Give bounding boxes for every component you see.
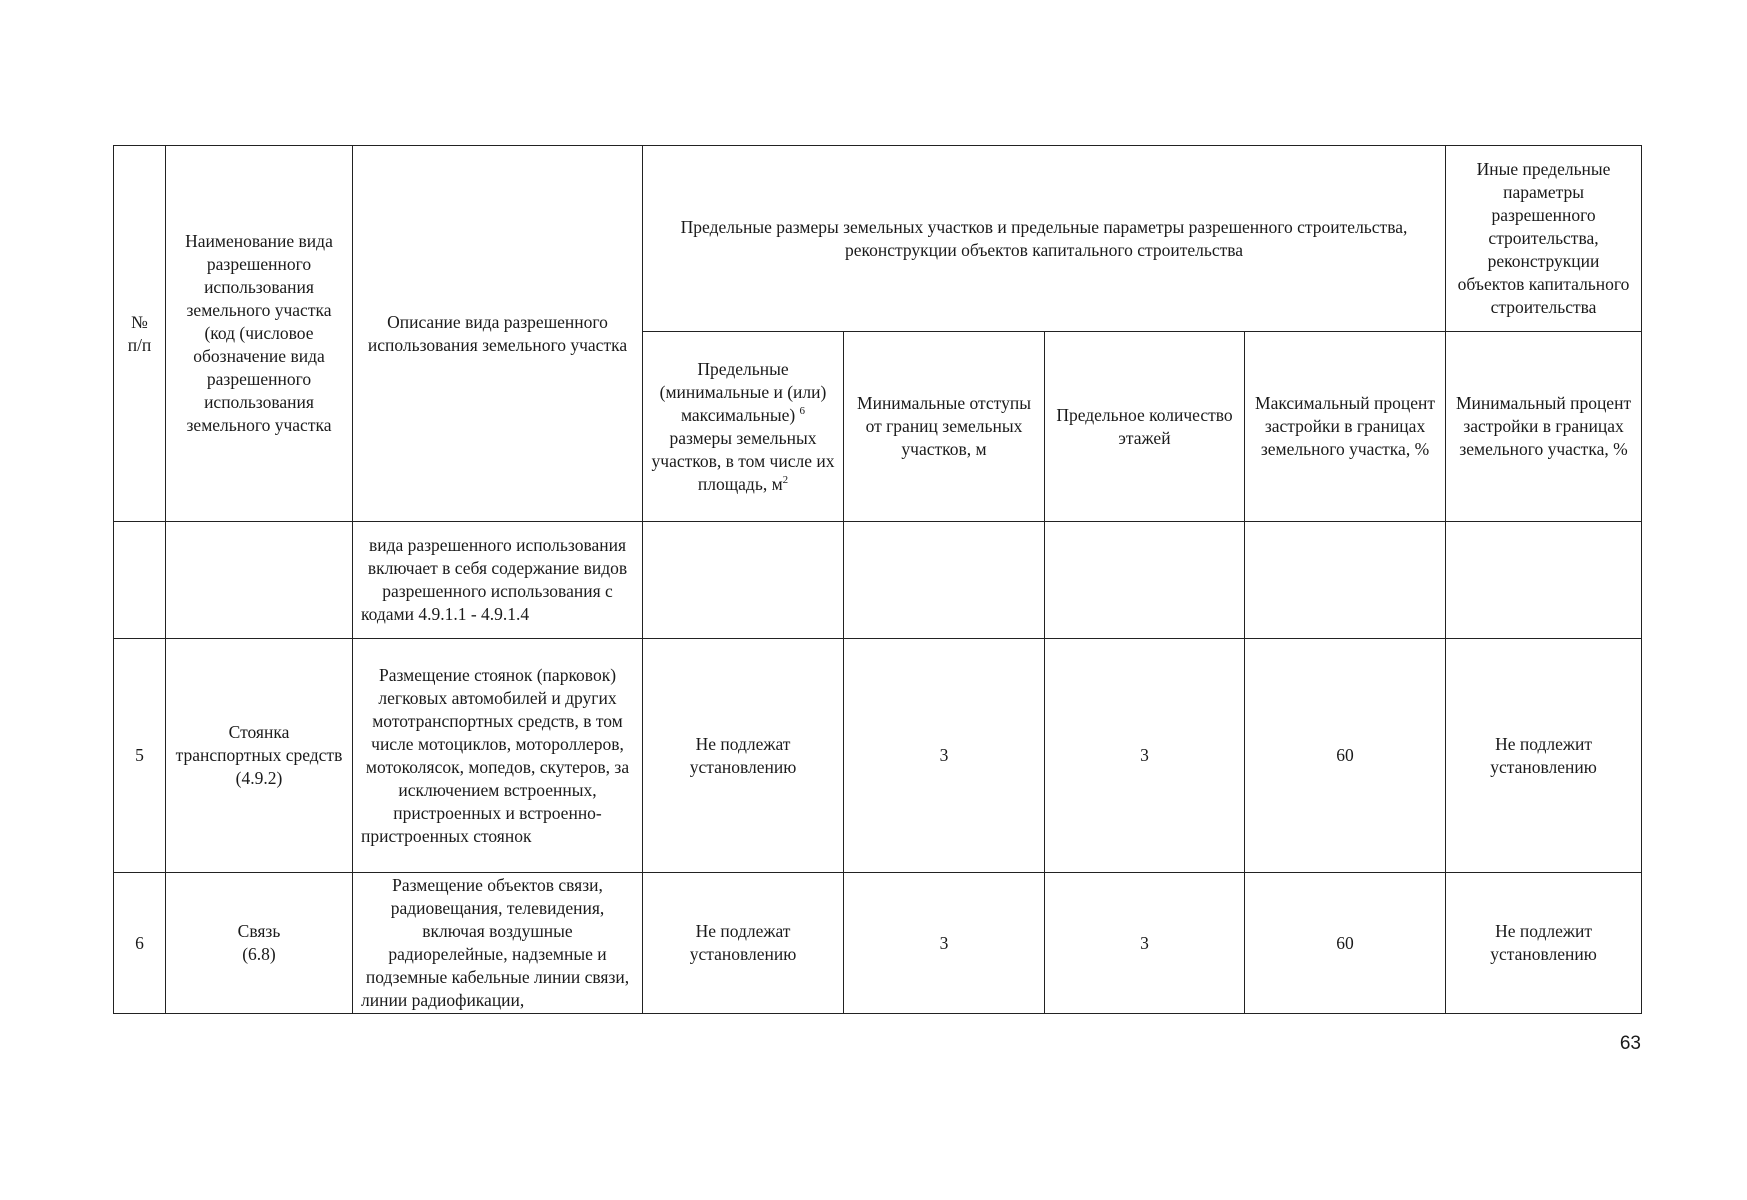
- land-use-regulations-table: [113, 145, 1642, 1014]
- row-floors: 3: [1045, 873, 1245, 1014]
- row-plot-sizes: Не подлежат установлению: [643, 639, 844, 873]
- table-header-row: [114, 146, 1642, 332]
- header-setbacks: Минимальные отступы от границ земельных участков, м: [844, 332, 1045, 522]
- row-plot-sizes: [643, 522, 844, 639]
- row-number: [114, 522, 166, 639]
- header-number: № п/п: [114, 146, 166, 522]
- row-max-building-percent: 60: [1245, 873, 1446, 1014]
- header-floors: Предельное количество этажей: [1045, 332, 1245, 522]
- row-setbacks: 3: [844, 639, 1045, 873]
- row-use-name: [166, 522, 353, 639]
- row-number: 5: [114, 639, 166, 873]
- header-plot-sizes: Предельные (минимальные и (или) максимальные) $^6$ размеры земельных участков, в том числе их площадь, $м^2$: [643, 332, 844, 522]
- header-limits-group: Предельные размеры земельных участков и предельные параметры разрешенного строительства, реконструкции объектов капитального строительства: [643, 146, 1446, 332]
- row-min-building-percent: Не подлежит установлению: [1446, 873, 1642, 1014]
- table-row: [114, 522, 1642, 639]
- row-setbacks: [844, 522, 1045, 639]
- row-max-building-percent: [1245, 522, 1446, 639]
- row-floors: 3: [1045, 639, 1245, 873]
- header-max-building-percent: Максимальный процент застройки в границах земельного участка, %: [1245, 332, 1446, 522]
- row-use-name: Связь (6.8): [166, 873, 353, 1014]
- row-plot-sizes: Не подлежат установлению: [643, 873, 844, 1014]
- row-description: вида разрешенного использования включает в себя содержание видов разрешенного использования с кодами 4.9.1.1 - 4.9.1.4: [353, 522, 643, 639]
- table-row: [114, 873, 1642, 1014]
- header-use-name: Наименование вида разрешенного использования земельного участка (код (числовое обозначение вида разрешенного использования земельного участка: [166, 146, 353, 522]
- footnote-marker: 6: [799, 404, 806, 417]
- row-min-building-percent: [1446, 522, 1642, 639]
- header-description: Описание вида разрешенного использования земельного участка: [353, 146, 643, 522]
- row-use-code: (6.8): [242, 944, 276, 964]
- header-other-parameters: Иные предельные параметры разрешенного строительства, реконструкции объектов капитального строительства: [1446, 146, 1642, 332]
- page-number: 63: [1619, 1033, 1641, 1054]
- row-floors: [1045, 522, 1245, 639]
- row-setbacks: 3: [844, 873, 1045, 1014]
- unit-superscript: 2: [782, 473, 789, 486]
- row-max-building-percent: 60: [1245, 639, 1446, 873]
- table-row: [114, 639, 1642, 873]
- row-number: 6: [114, 873, 166, 1014]
- row-description: Размещение стоянок (парковок) легковых автомобилей и других мототранспортных средств, в том числе мотоциклов, мотороллеров, мотоколясок, мопедов, скутеров, за исключением встроенных, пристроенных и встроенно-пристроенных стоянок: [353, 639, 643, 873]
- row-description: Размещение объектов связи, радиовещания, телевидения, включая воздушные радиорелейные, надземные и подземные кабельные линии связи, линии радиофикации,: [353, 873, 643, 1014]
- row-min-building-percent: Не подлежит установлению: [1446, 639, 1642, 873]
- row-use-name: Стоянка транспортных средств (4.9.2): [166, 639, 353, 873]
- row-use-code: (4.9.2): [235, 768, 283, 788]
- header-min-building-percent: Минимальный процент застройки в границах земельного участка, %: [1446, 332, 1642, 522]
